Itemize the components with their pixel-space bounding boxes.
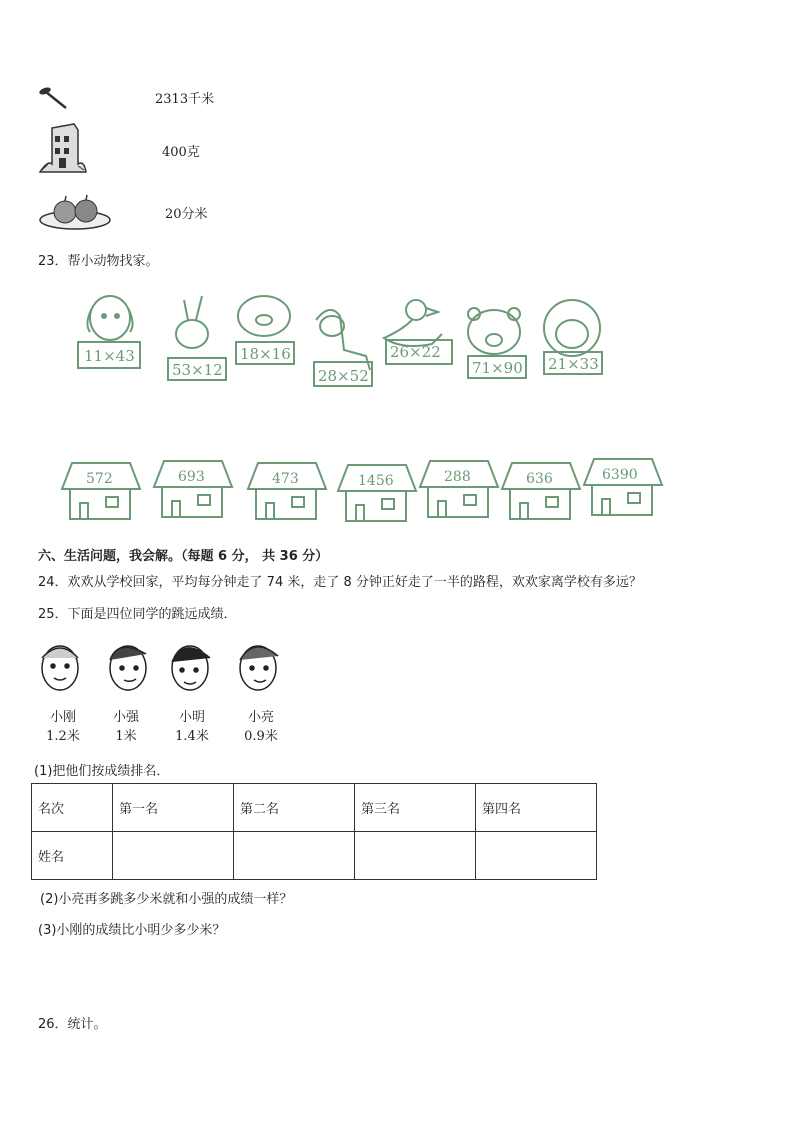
animal-cards: [70, 290, 630, 394]
animal-expr-2: 53×12: [172, 361, 223, 379]
kid-face-3: [172, 646, 210, 690]
q25-part2: (2)小亮再多跳多少米就和小强的成绩一样？: [40, 892, 293, 907]
kid-score-4: 0.9米: [244, 729, 278, 744]
q24-text: 24．欢欢从学校回家，平均每分钟走了 74 米，走了 8 分钟正好走了一半的路程，欢欢家离学校有多远？: [38, 575, 642, 590]
kid-face-2: [110, 646, 146, 690]
kid-face-1: [42, 646, 78, 690]
table-header-cell: 第一名: [113, 784, 234, 832]
q23-title: 23．帮小动物找家。: [38, 254, 159, 269]
q25-part1: (1)把他们按成绩排名．: [34, 764, 170, 779]
kid-score-2: 1米: [115, 729, 137, 744]
house-number-2: 693: [178, 469, 205, 485]
animal-expr-7: 21×33: [548, 355, 599, 373]
unit-label-1: 2313千米: [155, 92, 215, 107]
house-number-7: 6390: [602, 467, 638, 483]
apples-on-plate-icon: [38, 192, 112, 236]
ranking-table: [31, 783, 597, 880]
table-header-cell: 第二名: [234, 784, 355, 832]
animal-expr-5: 26×22: [390, 343, 441, 361]
section-6-heading: 六、生活问题，我会解。（每题 6 分， 共 36 分）: [38, 549, 329, 564]
kid-name-4: 小亮: [247, 710, 274, 725]
house-number-1: 572: [86, 471, 113, 487]
q25-title: 25．下面是四位同学的跳远成绩．: [38, 607, 237, 622]
q25-part3: (3)小刚的成绩比小明少多少米？: [38, 923, 226, 938]
table-header-cell: 名次: [32, 784, 113, 832]
table-row: [32, 784, 597, 832]
animal-expr-3: 18×16: [240, 345, 291, 363]
table-row: [32, 832, 597, 880]
kid-faces: [36, 636, 296, 706]
table-answer-cell[interactable]: [113, 832, 234, 880]
kid-name-2: 小强: [112, 710, 139, 725]
unit-label-2: 400克: [162, 145, 200, 160]
house-number-6: 636: [526, 471, 553, 487]
thumbtack-icon: [38, 84, 72, 116]
kid-score-1: 1.2米: [46, 729, 80, 744]
q26-title: 26．统计。: [38, 1017, 107, 1032]
table-answer-cell[interactable]: [234, 832, 355, 880]
table-answer-cell[interactable]: [355, 832, 476, 880]
table-row-label: 姓名: [32, 832, 113, 880]
unit-label-3: 20分米: [165, 207, 208, 222]
house-number-5: 288: [444, 469, 471, 485]
house-number-4: 1456: [358, 473, 394, 489]
kid-name-1: 小刚: [49, 710, 76, 725]
animal-expr-1: 11×43: [84, 347, 135, 365]
building-icon: [38, 120, 88, 179]
table-header-cell: 第四名: [476, 784, 597, 832]
house-number-3: 473: [272, 471, 299, 487]
kid-name-3: 小明: [178, 710, 205, 725]
animal-expr-4: 28×52: [318, 367, 369, 385]
table-header-cell: 第三名: [355, 784, 476, 832]
kid-face-4: [240, 646, 278, 690]
kid-score-3: 1.4米: [175, 729, 209, 744]
animal-expr-6: 71×90: [472, 359, 523, 377]
table-answer-cell[interactable]: [476, 832, 597, 880]
houses-row: [60, 455, 670, 529]
